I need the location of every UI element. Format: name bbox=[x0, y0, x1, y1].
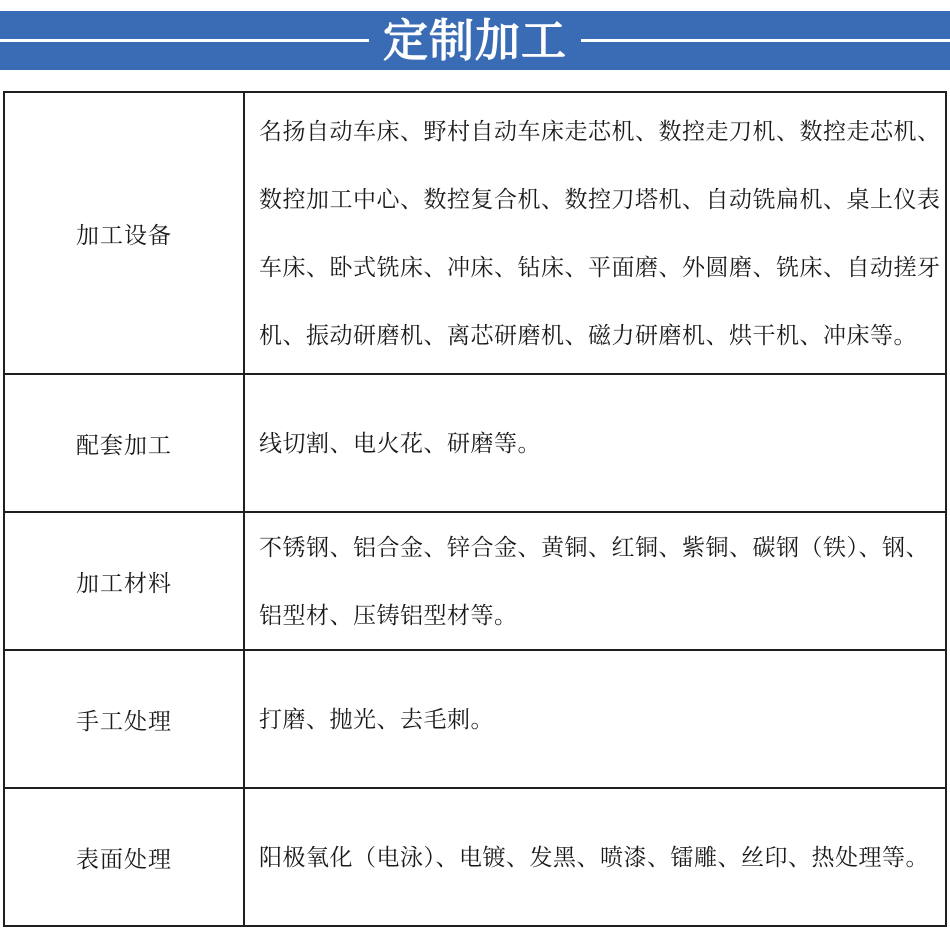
title-rule-right bbox=[581, 39, 950, 42]
content-line: 铝型材、压铸铝型材等。 bbox=[259, 602, 518, 628]
row-label: 加工设备 bbox=[5, 93, 245, 373]
row-label: 加工材料 bbox=[5, 513, 245, 649]
row-label: 表面处理 bbox=[5, 789, 245, 925]
spec-table bbox=[3, 91, 947, 927]
content-line: 阳极氧化（电泳）、电镀、发黑、喷漆、镭雕、丝印、热处理等。 bbox=[259, 844, 929, 870]
content-line: 不锈钢、铝合金、锌合金、黄铜、红铜、紫铜、碳钢（铁）、钢、 bbox=[259, 534, 929, 560]
content-line: 打磨、抛光、去毛刺。 bbox=[259, 706, 494, 732]
content-line: 车床、卧式铣床、冲床、钻床、平面磨、外圆磨、铣床、自动搓牙 bbox=[259, 254, 941, 280]
row-content bbox=[245, 651, 945, 787]
content-line: 名扬自动车床、野村自动车床走芯机、数控走刀机、数控走芯机、 bbox=[259, 118, 941, 144]
title-rule-left bbox=[0, 39, 369, 42]
table-row-surface bbox=[5, 787, 945, 925]
row-label: 手工处理 bbox=[5, 651, 245, 787]
row-content bbox=[245, 375, 945, 511]
content-line: 数控加工中心、数控复合机、数控刀塔机、自动铣扁机、桌上仪表 bbox=[259, 186, 941, 212]
title-banner bbox=[0, 11, 950, 70]
row-content bbox=[245, 789, 945, 925]
table-row-equipment bbox=[5, 93, 945, 373]
page-title: 定制加工 bbox=[383, 15, 568, 66]
table-row-materials bbox=[5, 511, 945, 649]
content-line: 线切割、电火花、研磨等。 bbox=[259, 430, 541, 456]
row-label: 配套加工 bbox=[5, 375, 245, 511]
content-line: 机、振动研磨机、离芯研磨机、磁力研磨机、烘干机、冲床等。 bbox=[259, 322, 917, 348]
table-row-supporting bbox=[5, 373, 945, 511]
row-content bbox=[245, 513, 945, 649]
table-row-manual bbox=[5, 649, 945, 787]
row-content bbox=[245, 93, 945, 373]
